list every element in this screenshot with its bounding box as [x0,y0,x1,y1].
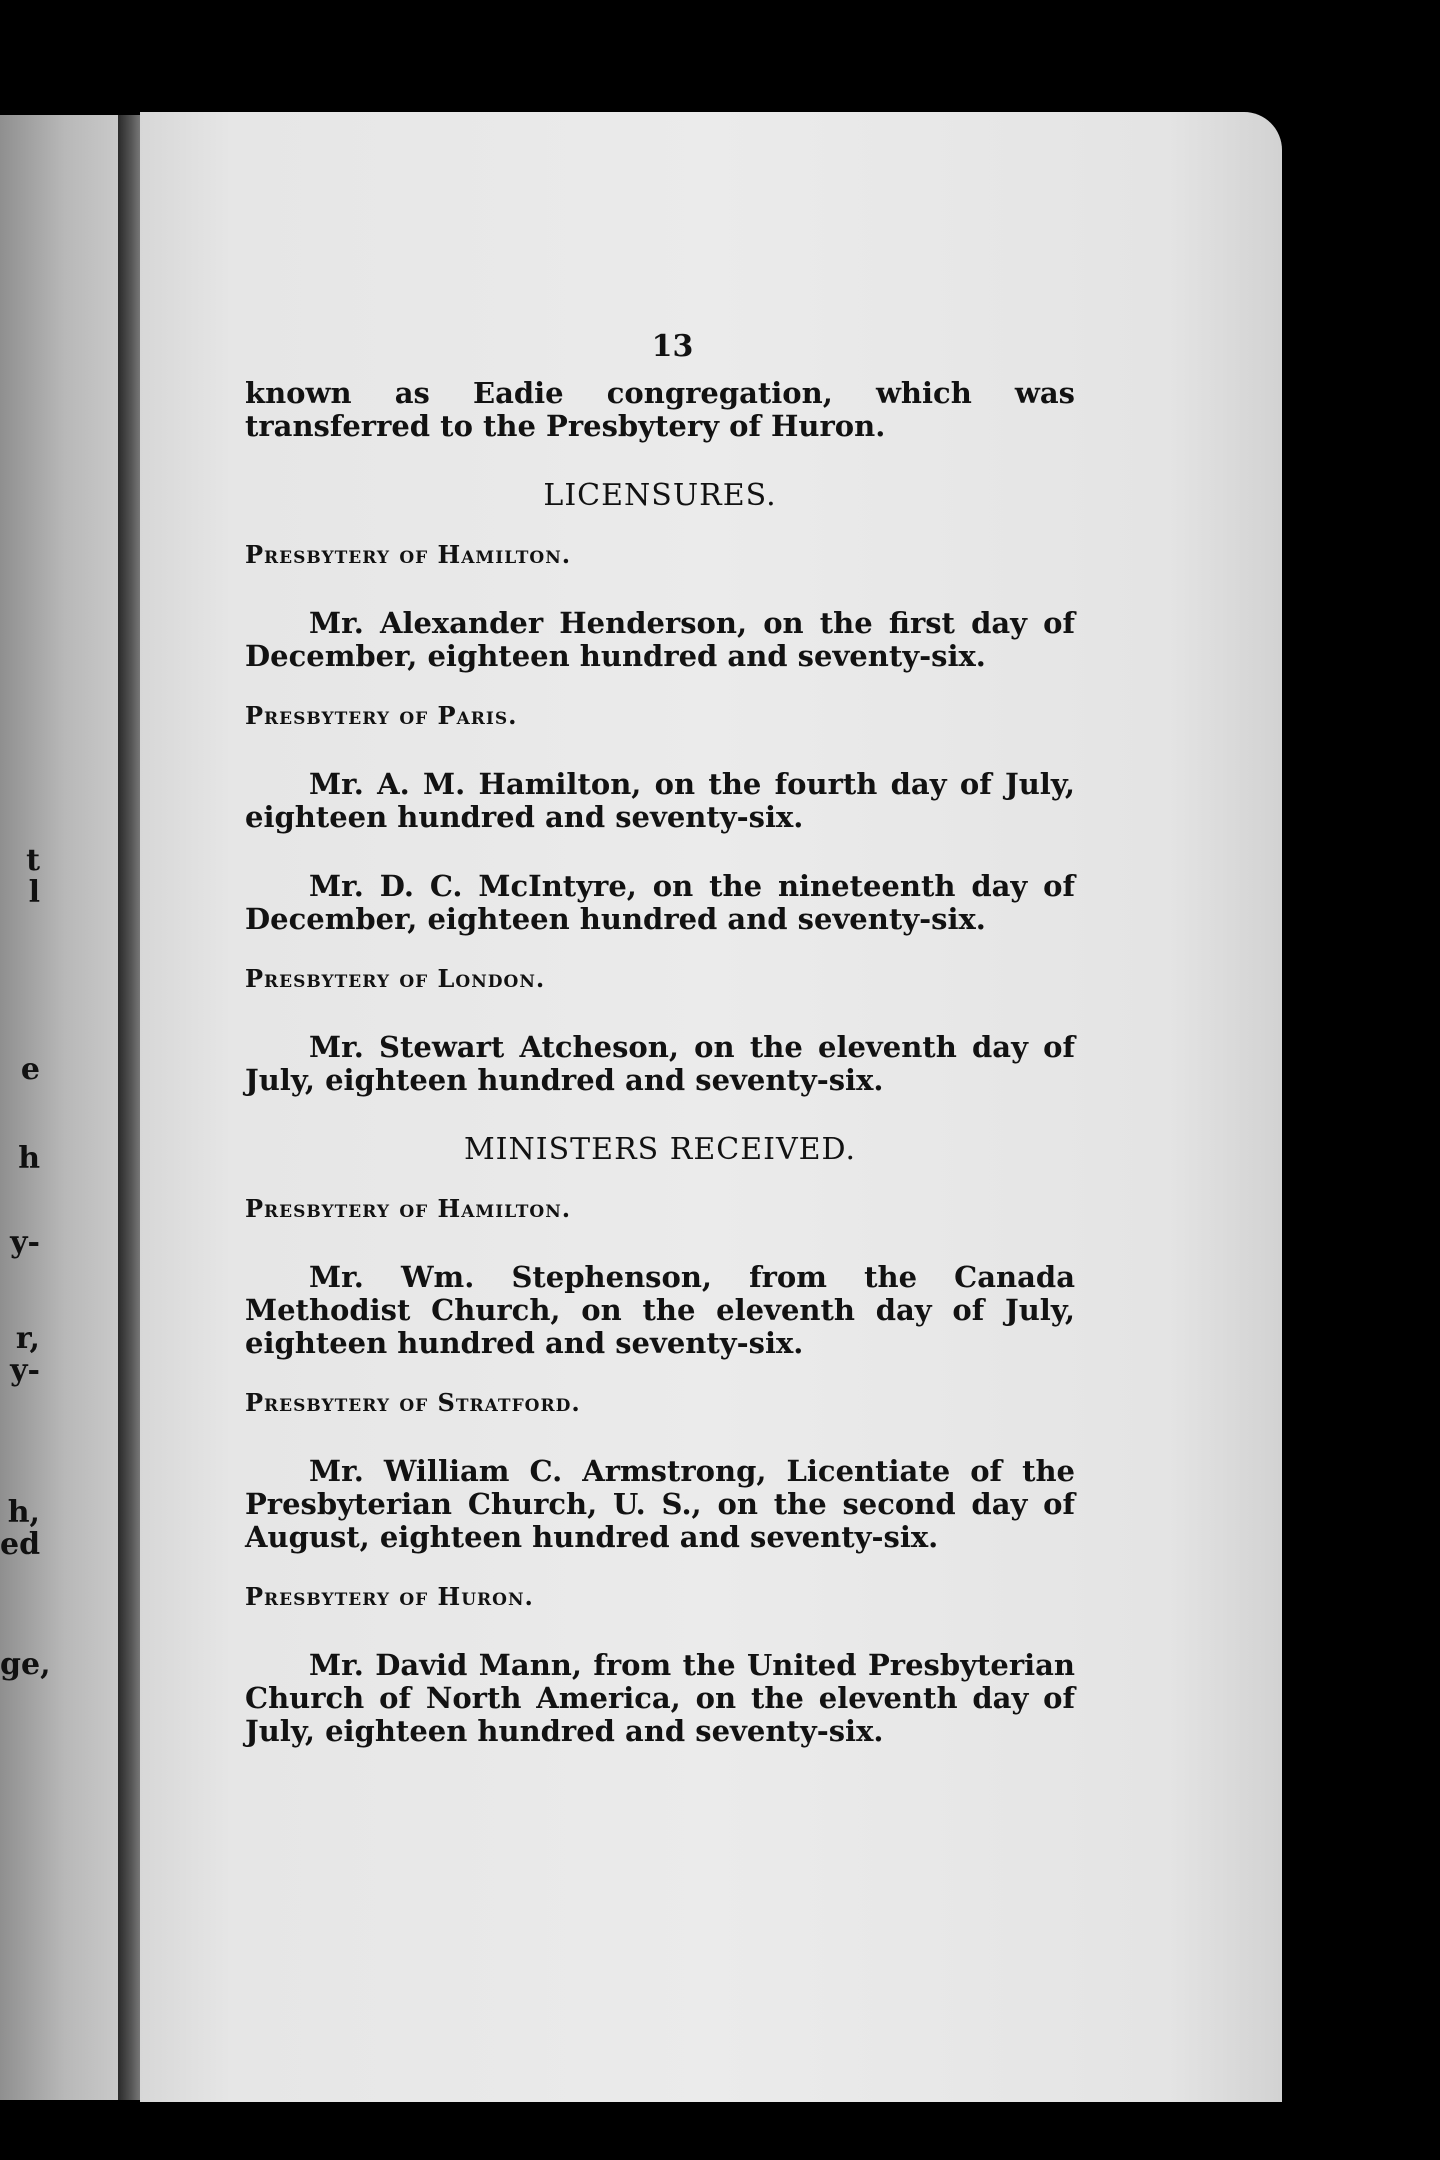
minister-entry: Mr. David Mann, from the United Presbyterian Church of North America, on the eleventh day of July, eighteen hundred and seventy-six. [245,1648,1075,1748]
licensure-entry: Mr. A. M. Hamilton, on the fourth day of July, eighteen hundred and seventy-six. [245,767,1075,834]
licensure-entry: Mr. Alexander Henderson, on the first day of December, eighteen hundred and seventy-six. [245,606,1075,673]
page-number: 13 [651,329,694,364]
page-content [245,330,1075,1748]
prev-page-fragment: y- [10,1353,40,1388]
presbytery-heading: Presbytery of Hamilton. [245,540,572,569]
prev-page-fragment: t [26,843,40,878]
prev-page-fragment: e [20,1052,40,1087]
licensure-entry: Mr. Stewart Atcheson, on the eleventh day of July, eighteen hundred and seventy-six. [245,1030,1075,1097]
intro-paragraph: known as Eadie congregation, which was transferred to the Presbytery of Huron. [245,376,1075,443]
presbytery-heading: Presbytery of Paris. [245,701,518,730]
licensure-entry: Mr. D. C. McIntyre, on the nineteenth day of December, eighteen hundred and seventy-six. [245,869,1075,936]
licensures-heading: LICENSURES. [543,478,777,513]
previous-page-edge [0,115,118,2100]
prev-page-fragment: h, [7,1495,40,1530]
prev-page-fragment: h [18,1141,40,1176]
ministers-received-heading: MINISTERS RECEIVED. [463,1132,857,1167]
presbytery-heading: Presbytery of Stratford. [245,1388,581,1417]
presbytery-heading: Presbytery of London. [245,964,546,993]
prev-page-fragment: r, [15,1321,40,1356]
presbytery-heading: Presbytery of Hamilton. [245,1194,572,1223]
prev-page-fragment: ge, [0,1647,51,1682]
prev-page-fragment: y- [10,1225,40,1260]
minister-entry: Mr. William C. Armstrong, Licentiate of the Presbyterian Church, U. S., on the second day of August, eighteen hundred and seventy-six. [245,1454,1075,1554]
book-spine [118,115,140,2100]
minister-entry: Mr. Wm. Stephenson, from the Canada Methodist Church, on the eleventh day of July, eighteen hundred and seventy-six. [245,1260,1075,1360]
presbytery-heading: Presbytery of Huron. [245,1582,534,1611]
prev-page-fragment: l [28,875,40,910]
prev-page-fragment: ed [0,1527,41,1562]
